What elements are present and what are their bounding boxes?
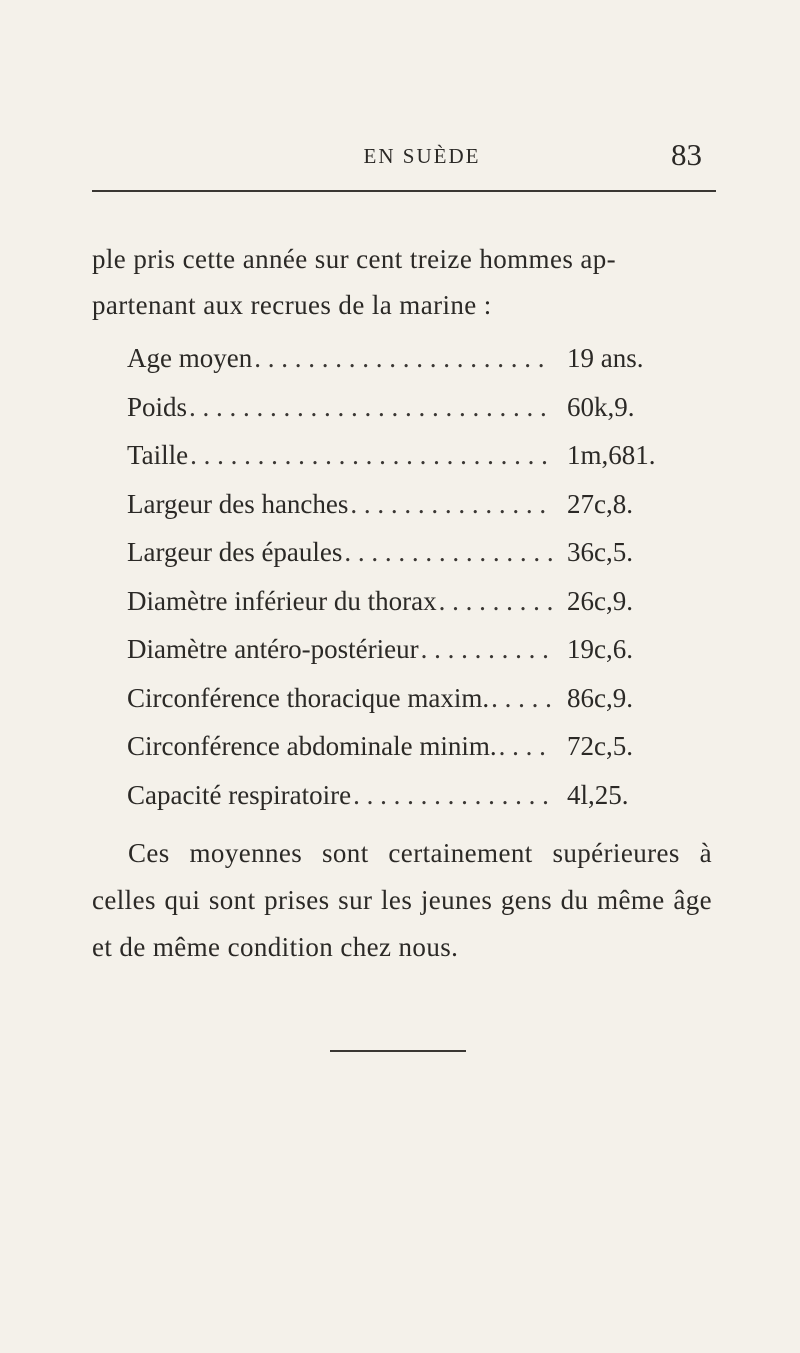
measure-label: Poids — [127, 391, 188, 422]
measure-value: 27c,8. — [567, 488, 633, 519]
header-rule — [92, 190, 716, 192]
running-title: EN SUÈDE — [363, 144, 481, 168]
measure-value: 86c,9. — [567, 682, 633, 713]
measure-label: Diamètre inférieur du thorax — [127, 585, 437, 616]
conclusion-paragraph: Ces moyennes sont certainement supérieures à celles qui sont prises sur les jeunes gens du même âge et de même condition chez nous. — [92, 838, 712, 962]
dot-leader — [190, 440, 553, 471]
measure-label: Circonférence abdominale minim. — [127, 731, 497, 761]
measure-row — [127, 343, 707, 392]
measure-row — [127, 780, 707, 829]
measure-value: 19 ans. — [567, 343, 644, 373]
measure-row — [127, 537, 707, 586]
dot-leader — [254, 343, 553, 374]
dot-leader — [499, 731, 553, 762]
measure-label: Largeur des épaules — [127, 537, 343, 567]
dot-leader — [350, 489, 553, 520]
measure-label: Circonférence thoracique maxim. — [127, 682, 490, 713]
measure-label: Capacité respiratoire — [127, 779, 352, 810]
measure-row — [127, 731, 707, 780]
intro-paragraph — [92, 236, 712, 328]
dot-leader — [421, 634, 553, 665]
measure-row — [127, 634, 707, 683]
page-number: 83 — [671, 137, 702, 172]
measure-value: 1m,681. — [567, 440, 656, 470]
measurements-list — [127, 343, 707, 828]
measure-label: Diamètre antéro-postérieur — [127, 634, 419, 664]
dot-leader — [491, 683, 553, 714]
measure-label: Taille — [127, 440, 189, 470]
measure-value: 4l,25. — [567, 779, 629, 810]
measure-value: 26c,9. — [567, 585, 633, 616]
measure-label: Age moyen — [127, 343, 253, 373]
page-header — [92, 137, 712, 180]
dot-leader — [189, 392, 553, 423]
measure-row — [127, 586, 707, 635]
dot-leader — [353, 780, 553, 811]
intro-line-2: partenant aux recrues de la marine : — [92, 290, 492, 320]
measure-row — [127, 683, 707, 732]
measure-value: 60k,9. — [567, 391, 635, 422]
intro-line-1: ple pris cette année sur cent treize hommes ap- — [92, 244, 617, 274]
measure-value: 72c,5. — [567, 731, 633, 761]
dot-leader — [439, 586, 553, 617]
measure-row — [127, 392, 707, 441]
section-rule — [330, 1050, 466, 1052]
measure-value: 19c,6. — [567, 634, 633, 664]
measure-value: 36c,5. — [567, 537, 633, 567]
measure-label: Largeur des hanches — [127, 488, 349, 519]
measure-row — [127, 489, 707, 538]
measure-row — [127, 440, 707, 489]
dot-leader — [344, 537, 553, 568]
